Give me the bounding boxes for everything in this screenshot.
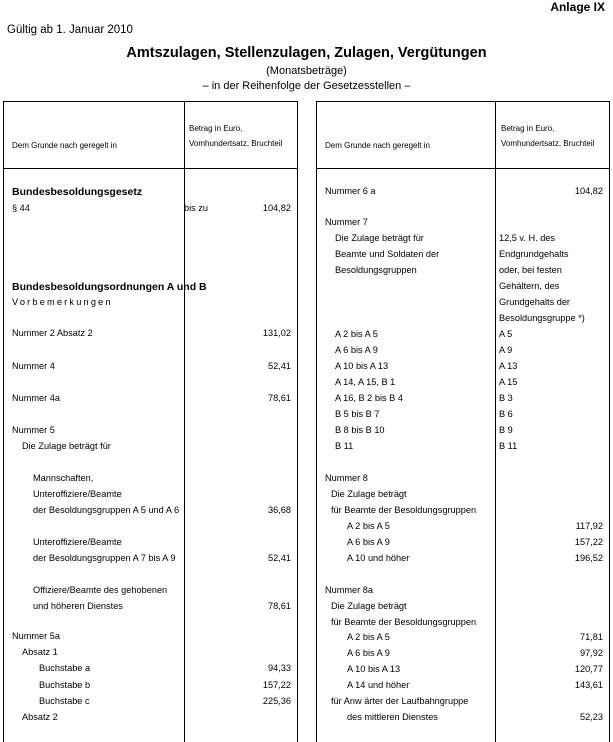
right-row: [317, 473, 609, 489]
left-row-label: Nummer 4a: [12, 393, 60, 403]
right-row: [317, 249, 609, 265]
left-row: [4, 647, 297, 663]
right-header-col2-line1: Betrag in Euro,: [501, 124, 555, 133]
right-row-amount: 157,22: [574, 537, 603, 547]
left-row-amount: 104,82: [262, 203, 291, 213]
right-row-label: A 10 bis A 13: [335, 361, 389, 371]
right-row-amount: 143,61: [574, 680, 603, 690]
right-row-amount: A 9: [499, 345, 513, 355]
left-row-label: Nummer 5a: [12, 631, 60, 641]
right-row-amount: Gehältern, des: [499, 281, 560, 291]
left-row: [4, 203, 297, 219]
left-row: [4, 297, 297, 313]
right-row-amount: 71,81: [580, 632, 603, 642]
right-row: [317, 632, 609, 648]
right-row: [317, 648, 609, 664]
right-row: [317, 233, 609, 249]
right-row: [317, 441, 609, 457]
right-row-label: A 10 bis A 13: [347, 664, 401, 674]
left-row: [4, 393, 297, 409]
right-row-amount: 12,5 v. H. des: [499, 233, 556, 243]
left-table: [3, 101, 298, 742]
right-row-amount: B 3: [499, 393, 513, 403]
left-row-label: Unteroffiziere/Beamte: [33, 537, 122, 547]
right-row-label: B 8 bis B 10: [335, 425, 385, 435]
left-row: [4, 696, 297, 712]
left-header-col2-line2: Vomhundertsatz, Bruchteil: [189, 139, 283, 148]
right-row-amount: B 11: [499, 441, 518, 451]
right-header-col2-line2: Vomhundertsatz, Bruchteil: [501, 139, 595, 148]
right-row-amount: Grundgehalts der: [499, 297, 570, 307]
left-row: [4, 712, 297, 728]
right-row-amount: 97,92: [580, 648, 603, 658]
left-header-col1: Dem Grunde nach geregelt in: [12, 141, 117, 150]
right-header-divider: [495, 102, 496, 168]
right-row-label: Die Zulage beträgt: [331, 489, 407, 499]
left-row-amount: 225,36: [262, 696, 291, 706]
validity-date: Gültig ab 1. Januar 2010: [7, 24, 133, 36]
right-row-label: A 14, A 15, B 1: [335, 377, 396, 387]
left-row: [4, 425, 297, 441]
right-row: [317, 393, 609, 409]
right-row-amount: Besoldungsgruppe *): [499, 313, 585, 323]
right-row-label: für Beamte der Besoldungsgruppen: [331, 505, 477, 515]
right-row: [317, 521, 609, 537]
right-row-label: A 16, B 2 bis B 4: [335, 393, 403, 403]
right-row-amount: 120,77: [574, 664, 603, 674]
left-row-label: Nummer 5: [12, 425, 55, 435]
left-row: [4, 585, 297, 601]
left-row: [4, 441, 297, 457]
right-row: [317, 553, 609, 569]
page-subtitle-order: – in der Reihenfolge der Gesetzesstellen –: [202, 80, 411, 92]
right-row-label: Die Zulage beträgt: [331, 601, 407, 611]
right-row-label: A 14 und höher: [347, 680, 410, 690]
left-row: [4, 631, 297, 647]
left-row-label: § 44: [12, 203, 30, 213]
annex-label: Anlage IX: [550, 0, 605, 14]
right-row: [317, 409, 609, 425]
right-row-label: Nummer 7: [325, 217, 368, 227]
left-row-qualifier: bis zu: [184, 203, 209, 213]
right-row-label: Beamte und Soldaten der: [335, 249, 440, 259]
right-row-label: A 2 bis A 5: [347, 521, 390, 531]
left-row-amount: 78,61: [268, 393, 291, 403]
left-row: [4, 473, 297, 489]
page-subtitle-monthly: (Monatsbeträge): [266, 65, 347, 77]
left-table-header: [4, 102, 297, 169]
left-row-label: der Besoldungsgruppen A 5 und A 6: [33, 505, 180, 515]
right-table-header: [317, 102, 609, 169]
right-row-amount: 52,23: [580, 712, 603, 722]
right-row: [317, 217, 609, 233]
right-row-label: B 11: [335, 441, 354, 451]
right-row: [317, 537, 609, 553]
right-row-amount: 196,52: [574, 553, 603, 563]
left-row: [4, 680, 297, 696]
right-row: [317, 265, 609, 281]
left-row-label: und höheren Dienstes: [33, 601, 123, 611]
left-row-label: Nummer 4: [12, 361, 55, 371]
right-row: [317, 489, 609, 505]
right-row: [317, 186, 609, 202]
left-row-label: Unteroffiziere/Beamte: [33, 489, 122, 499]
right-row-label: A 6 bis A 9: [347, 648, 390, 658]
left-row-label: Bundesbesoldungsordnungen A und B: [12, 281, 207, 293]
left-row-amount: 94,33: [268, 663, 291, 673]
left-row-label: Buchstabe c: [39, 696, 90, 706]
left-row-label: Buchstabe b: [39, 680, 91, 690]
left-row: [4, 186, 297, 202]
right-row: [317, 377, 609, 393]
left-row-amount: 36,68: [268, 505, 291, 515]
right-row-amount: oder, bei festen: [499, 265, 562, 275]
right-row-amount: A 5: [499, 329, 513, 339]
right-table: [316, 101, 610, 742]
right-row: [317, 601, 609, 617]
left-row: [4, 489, 297, 505]
left-row-label: Mannschaften,: [33, 473, 94, 483]
right-row-amount: 117,92: [575, 521, 603, 531]
right-row: [317, 329, 609, 345]
right-row-label: Nummer 8a: [325, 585, 373, 595]
left-row: [4, 328, 297, 344]
right-row: [317, 680, 609, 696]
right-row-label: Besoldungsgruppen: [335, 265, 417, 275]
left-row-label: Die Zulage beträgt für: [22, 441, 111, 451]
right-row-label: A 6 bis A 9: [335, 345, 378, 355]
left-row: [4, 505, 297, 521]
right-row-label: des mittleren Dienstes: [347, 712, 438, 722]
left-row-label: der Besoldungsgruppen A 7 bis A 9: [33, 553, 176, 563]
right-row: [317, 712, 609, 728]
left-row-amount: 78,61: [268, 601, 291, 611]
right-row-label: für Beamte der Besoldungsgruppen: [331, 617, 477, 627]
right-row-label: A 2 bis A 5: [347, 632, 390, 642]
right-row-amount: A 13: [499, 361, 518, 371]
right-row-label: für Anw ärter der Laufbahngruppe: [331, 696, 469, 706]
left-row-label: Nummer 2 Absatz 2: [12, 328, 93, 338]
left-row-label: Absatz 2: [22, 712, 58, 722]
left-row-label: Absatz 1: [22, 647, 58, 657]
left-row-label: Vorbemerkungen: [12, 297, 113, 307]
right-row: [317, 664, 609, 680]
right-row-label: B 5 bis B 7: [335, 409, 380, 419]
right-row: [317, 505, 609, 521]
left-row-amount: 52,41: [268, 361, 291, 371]
right-row: [317, 361, 609, 377]
left-row-amount: 131,02: [262, 328, 291, 338]
right-header-col1: Dem Grunde nach geregelt in: [325, 141, 430, 150]
left-row: [4, 281, 297, 297]
right-row-amount: Endgrundgehalts: [499, 249, 569, 259]
right-row-amount: B 6: [499, 409, 513, 419]
right-row-label: Nummer 8: [325, 473, 368, 483]
right-row-label: Nummer 6 a: [325, 186, 376, 196]
left-row: [4, 601, 297, 617]
right-row: [317, 585, 609, 601]
right-row: [317, 696, 609, 712]
left-row-amount: 52,41: [268, 553, 291, 563]
right-row-amount: A 15: [499, 377, 518, 387]
left-row: [4, 553, 297, 569]
left-row: [4, 537, 297, 553]
right-row: [317, 425, 609, 441]
right-row-label: Die Zulage beträgt für: [335, 233, 424, 243]
right-row: [317, 345, 609, 361]
left-row-amount: 157,22: [262, 680, 291, 690]
left-row-label: Bundesbesoldungsgesetz: [12, 186, 143, 198]
right-row: [317, 281, 609, 297]
left-row: [4, 361, 297, 377]
right-row: [317, 297, 609, 313]
right-row-label: A 6 bis A 9: [347, 537, 390, 547]
page-title: Amtszulagen, Stellenzulagen, Zulagen, Vergütungen: [126, 45, 487, 61]
right-row: [317, 313, 609, 329]
left-header-divider: [184, 102, 185, 168]
left-header-col2-line1: Betrag in Euro,: [189, 124, 243, 133]
left-row-label: Buchstabe a: [39, 663, 91, 673]
right-row-amount: B 9: [499, 425, 513, 435]
right-row: [317, 617, 609, 633]
right-row-amount: 104,82: [574, 186, 603, 196]
left-row: [4, 663, 297, 679]
right-row-label: A 10 und höher: [347, 553, 410, 563]
left-row-label: Offiziere/Beamte des gehobenen: [33, 585, 168, 595]
right-row-label: A 2 bis A 5: [335, 329, 378, 339]
